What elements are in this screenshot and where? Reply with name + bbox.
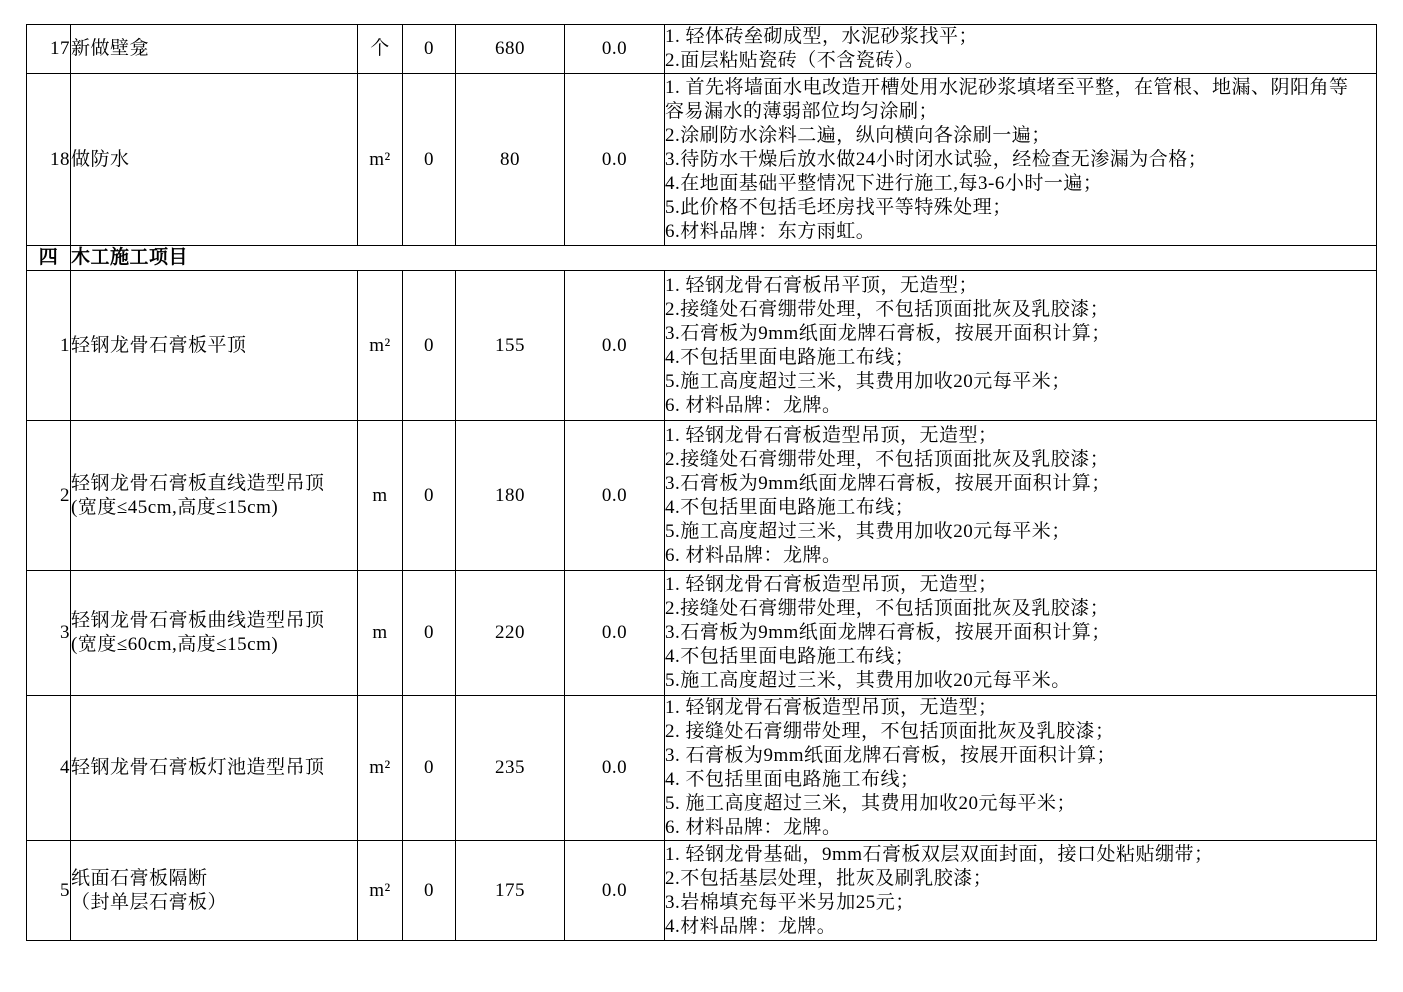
- description-line: 3.岩棉填充每平米另加25元；: [665, 891, 915, 913]
- quantity-cell: 0: [403, 74, 456, 246]
- unit-cell: m²: [358, 841, 403, 941]
- item-name-line: 轻钢龙骨石膏板灯池造型吊顶: [71, 757, 325, 778]
- description-cell: [665, 74, 1377, 246]
- item-name-line: 新做壁龛: [71, 38, 150, 59]
- description-line: 5.施工高度超过三米，其费用加收20元每平米；: [665, 370, 1071, 392]
- table-row: [27, 74, 1377, 246]
- unit-price-cell: 220: [456, 571, 565, 696]
- total-cell: 0.0: [565, 25, 665, 74]
- description-line: 3.待防水干燥后放水做24小时闭水试验，经检查无渗漏为合格；: [665, 148, 1208, 170]
- item-name-line: （封单层石膏板）: [71, 891, 228, 913]
- unit-price-cell: 680: [456, 25, 565, 74]
- description-line: 3. 石膏板为9mm纸面龙牌石膏板，按展开面积计算；: [665, 745, 1117, 766]
- description-line: 5.施工高度超过三米，其费用加收20元每平米；: [665, 520, 1071, 542]
- item-name-line: 轻钢龙骨石膏板直线造型吊顶: [71, 472, 325, 494]
- description-cell: [665, 571, 1377, 696]
- table-row: [27, 696, 1377, 841]
- description-line: 2. 接缝处石膏绷带处理，不包括顶面批灰及乳胶漆；: [665, 721, 1115, 742]
- description-line: 5.施工高度超过三米，其费用加收20元每平米。: [665, 670, 1071, 691]
- description-line: 2.接缝处石膏绷带处理，不包括顶面批灰及乳胶漆；: [665, 448, 1110, 470]
- description-line: 6. 材料品牌：龙牌。: [665, 817, 842, 838]
- section-header-row: [27, 246, 1377, 271]
- item-name-cell: [71, 271, 358, 421]
- item-name-line: 轻钢龙骨石膏板平顶: [71, 334, 247, 356]
- description-line: 1. 轻钢龙骨基础，9mm石膏板双层双面封面，接口处粘贴绷带；: [665, 843, 1214, 865]
- unit-price-cell: 175: [456, 841, 565, 941]
- quantity-cell: 0: [403, 841, 456, 941]
- total-cell: 0.0: [565, 271, 665, 421]
- description-line: 2.接缝处石膏绷带处理，不包括顶面批灰及乳胶漆；: [665, 598, 1110, 619]
- description-cell: [665, 696, 1377, 841]
- row-number: 4: [27, 696, 71, 841]
- description-line: 1. 轻钢龙骨石膏板造型吊顶，无造型；: [665, 574, 998, 595]
- total-cell: 0.0: [565, 696, 665, 841]
- quantity-cell: 0: [403, 571, 456, 696]
- quote-table: [26, 24, 1377, 941]
- total-cell: 0.0: [565, 841, 665, 941]
- unit-price-cell: 180: [456, 421, 565, 571]
- unit-cell: m²: [358, 271, 403, 421]
- description-line: 4.不包括里面电路施工布线；: [665, 496, 915, 518]
- unit-cell: m: [358, 571, 403, 696]
- total-cell: 0.0: [565, 571, 665, 696]
- description-line: 4. 不包括里面电路施工布线；: [665, 769, 920, 790]
- description-line: 容易漏水的薄弱部位均匀涂刷；: [665, 100, 939, 122]
- total-cell: 0.0: [565, 74, 665, 246]
- table-row: [27, 571, 1377, 696]
- quantity-cell: 0: [403, 271, 456, 421]
- description-line: 2.接缝处石膏绷带处理，不包括顶面批灰及乳胶漆；: [665, 298, 1110, 320]
- quantity-cell: 0: [403, 696, 456, 841]
- description-line: 4.不包括里面电路施工布线；: [665, 346, 915, 368]
- item-name-line: 轻钢龙骨石膏板曲线造型吊顶: [71, 610, 325, 631]
- row-number: 2: [27, 421, 71, 571]
- description-line: 1. 轻钢龙骨石膏板造型吊顶，无造型；: [665, 697, 998, 718]
- description-line: 3.石膏板为9mm纸面龙牌石膏板，按展开面积计算；: [665, 472, 1111, 494]
- section-number: 四: [27, 246, 71, 271]
- item-name-cell: [71, 571, 358, 696]
- row-number: 3: [27, 571, 71, 696]
- table-row: [27, 421, 1377, 571]
- table-row: [27, 271, 1377, 421]
- description-cell: [665, 271, 1377, 421]
- description-line: 2.涂刷防水涂料二遍，纵向横向各涂刷一遍；: [665, 124, 1051, 146]
- unit-price-cell: 80: [456, 74, 565, 246]
- description-line: 6. 材料品牌：龙牌。: [665, 544, 842, 566]
- description-line: 1. 首先将墙面水电改造开槽处用水泥砂浆填堵至平整，在管根、地漏、阴阳角等: [665, 76, 1349, 98]
- total-cell: 0.0: [565, 421, 665, 571]
- unit-price-cell: 155: [456, 271, 565, 421]
- table-row: [27, 841, 1377, 941]
- item-name-cell: [71, 421, 358, 571]
- description-line: 3.石膏板为9mm纸面龙牌石膏板，按展开面积计算；: [665, 322, 1111, 344]
- description-line: 1. 轻钢龙骨石膏板吊平顶，无造型；: [665, 274, 979, 296]
- description-cell: [665, 25, 1377, 74]
- description-line: 1. 轻体砖垒砌成型，水泥砂浆找平；: [665, 26, 979, 47]
- unit-cell: m: [358, 421, 403, 571]
- description-cell: [665, 841, 1377, 941]
- unit-cell: m²: [358, 74, 403, 246]
- description-line: 3.石膏板为9mm纸面龙牌石膏板，按展开面积计算；: [665, 622, 1111, 643]
- row-number: 1: [27, 271, 71, 421]
- unit-cell: m²: [358, 696, 403, 841]
- description-line: 2.面层粘贴瓷砖（不含瓷砖）。: [665, 50, 925, 71]
- quantity-cell: 0: [403, 421, 456, 571]
- section-title: 木工施工项目: [71, 246, 1377, 271]
- table-row: [27, 25, 1377, 74]
- row-number: 17: [27, 25, 71, 74]
- item-name-cell: [71, 696, 358, 841]
- quantity-cell: 0: [403, 25, 456, 74]
- description-cell: [665, 421, 1377, 571]
- item-name-cell: [71, 74, 358, 246]
- description-line: 2.不包括基层处理，批灰及刷乳胶漆；: [665, 867, 993, 889]
- item-name-cell: [71, 25, 358, 74]
- description-line: 4.不包括里面电路施工布线；: [665, 646, 915, 667]
- item-name-cell: [71, 841, 358, 941]
- description-line: 6. 材料品牌：龙牌。: [665, 394, 842, 416]
- item-name-line: 做防水: [71, 148, 130, 170]
- description-line: 4.材料品牌：龙牌。: [665, 915, 837, 937]
- unit-price-cell: 235: [456, 696, 565, 841]
- row-number: 5: [27, 841, 71, 941]
- description-line: 6.材料品牌：东方雨虹。: [665, 220, 876, 242]
- description-line: 5.此价格不包括毛坯房找平等特殊处理；: [665, 196, 1012, 218]
- item-name-line: (宽度≤45cm,高度≤15cm): [71, 496, 279, 518]
- item-name-line: 纸面石膏板隔断: [71, 867, 208, 889]
- description-line: 4.在地面基础平整情况下进行施工,每3-6小时一遍；: [665, 172, 1103, 194]
- row-number: 18: [27, 74, 71, 246]
- description-line: 1. 轻钢龙骨石膏板造型吊顶，无造型；: [665, 424, 998, 446]
- unit-cell: 个: [358, 25, 403, 74]
- item-name-line: (宽度≤60cm,高度≤15cm): [71, 634, 279, 655]
- description-line: 5. 施工高度超过三米，其费用加收20元每平米；: [665, 793, 1077, 814]
